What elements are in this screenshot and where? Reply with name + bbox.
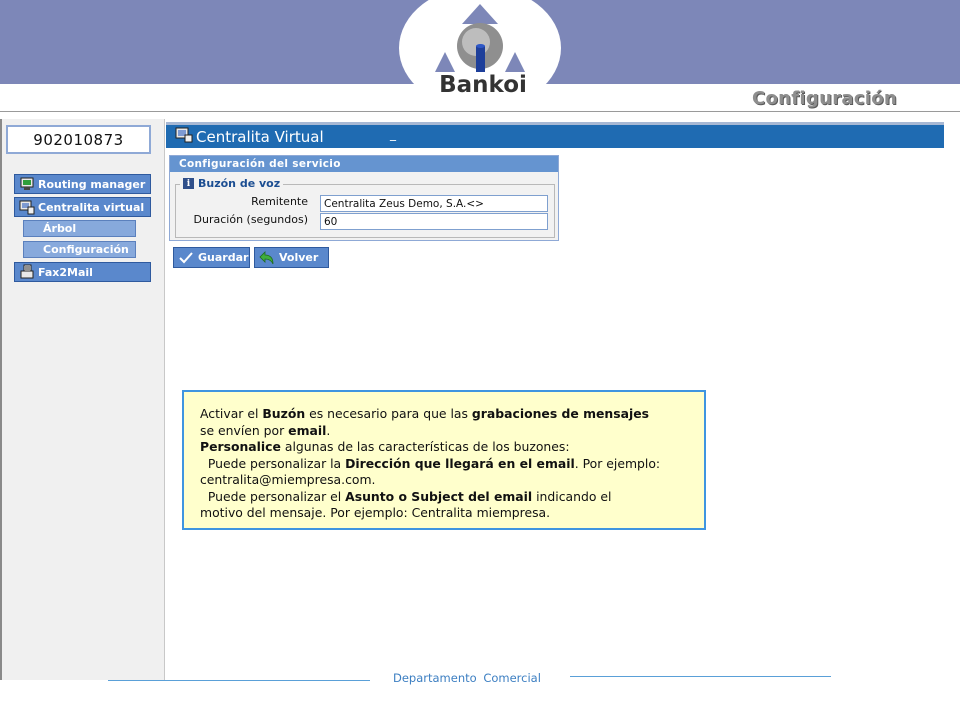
duracion-input[interactable] xyxy=(320,213,548,230)
help-text-run: grabaciones de mensajes xyxy=(471,406,649,421)
help-text-run: Activar el xyxy=(200,406,263,421)
back-arrow-icon xyxy=(259,251,275,265)
account-number: 902010873 xyxy=(6,125,151,154)
sidebar-item-label: Routing manager xyxy=(38,177,146,191)
footer-divider-right xyxy=(570,676,831,677)
help-text-run: algunas de las características de los buzones: xyxy=(280,439,570,454)
pbx-icon xyxy=(19,199,35,215)
logo-text: Bankoi xyxy=(439,72,527,98)
sidebar-item-fax2mail[interactable] xyxy=(14,262,151,282)
sidebar-subitem-label: Configuración xyxy=(43,243,129,256)
help-text-run: motivo del mensaje. Por ejemplo: Centralita miempresa. xyxy=(200,505,551,520)
help-line xyxy=(200,456,704,473)
help-line xyxy=(200,472,704,489)
section-title: Configuración xyxy=(752,88,898,109)
back-button[interactable] xyxy=(254,247,329,268)
footer-divider-left xyxy=(108,680,370,681)
checkmark-icon xyxy=(178,251,194,265)
back-button-label: Volver xyxy=(279,251,319,264)
footer-text: Departamento Comercial xyxy=(393,671,541,685)
remitente-label: Remitente xyxy=(251,195,308,208)
sidebar-subitem-label: Árbol xyxy=(43,222,77,235)
sidebar-subitem-arbol[interactable] xyxy=(23,220,136,237)
sidebar-item-centralita-virtual[interactable] xyxy=(14,197,151,217)
router-icon xyxy=(19,176,35,192)
help-line xyxy=(200,505,704,522)
sidebar-item-routing-manager[interactable] xyxy=(14,174,151,194)
save-button-label: Guardar xyxy=(198,251,249,264)
help-text-run: indicando el xyxy=(532,488,612,504)
page-title: Centralita Virtual xyxy=(196,128,324,146)
help-text-run: Dirección que llegará en el email xyxy=(345,455,575,471)
main-header-bar xyxy=(166,122,944,148)
info-icon: i xyxy=(183,178,194,189)
legend-label: Buzón de voz xyxy=(198,177,281,190)
help-text-run: Buzón xyxy=(262,406,306,421)
help-text-run: . Por ejemplo: xyxy=(574,455,661,471)
help-text-run: Asunto o Subject del email xyxy=(345,488,533,504)
remitente-input[interactable] xyxy=(320,195,548,212)
help-text-run: Puede personalizar el xyxy=(200,488,346,504)
help-text-run: Personalice xyxy=(200,439,281,454)
fax-icon xyxy=(19,264,35,280)
help-line xyxy=(200,406,704,423)
help-text-run: centralita@miempresa.com. xyxy=(200,472,376,487)
pbx-icon xyxy=(175,127,193,143)
help-text-run: email xyxy=(288,422,327,438)
help-text-run: Puede personalizar la xyxy=(200,455,346,471)
help-text-run: . xyxy=(326,422,331,438)
help-line xyxy=(200,489,704,506)
help-line xyxy=(200,423,704,440)
panel-header: Configuración del servicio xyxy=(170,156,558,172)
help-line xyxy=(200,439,704,456)
help-text-run: se envíen por xyxy=(200,422,289,438)
duracion-label: Duración (segundos) xyxy=(193,213,308,226)
voicemail-legend xyxy=(180,177,283,190)
text-cursor: _ xyxy=(390,127,396,141)
sidebar-subitem-configuracion[interactable] xyxy=(23,241,136,258)
sidebar-item-label: Centralita virtual xyxy=(38,200,145,214)
banner-divider xyxy=(0,111,960,112)
help-box xyxy=(182,390,706,530)
sidebar-item-label: Fax2Mail xyxy=(38,265,93,279)
save-button[interactable] xyxy=(173,247,250,268)
help-text-run: es necesario para que las xyxy=(305,406,472,421)
